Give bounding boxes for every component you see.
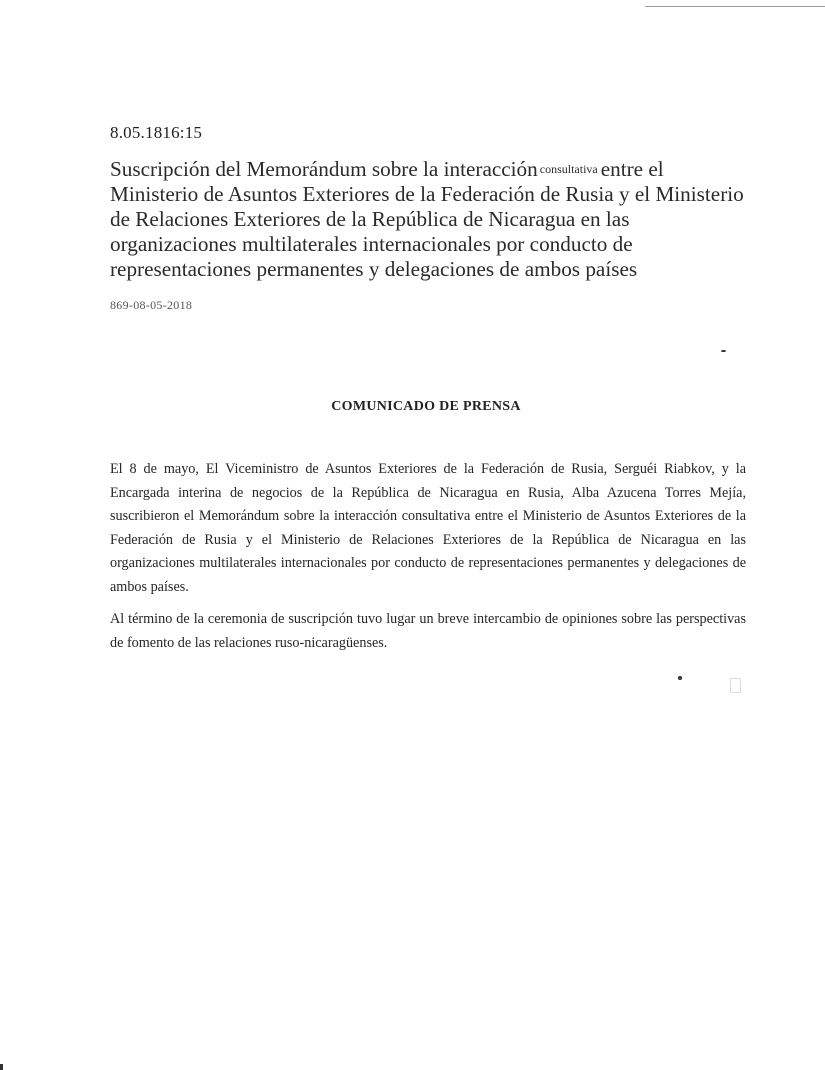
title-line-1 (110, 157, 760, 182)
body-paragraph-2: Al término de la ceremonia de suscripción tuvo lugar un breve intercambio de opiniones sobre las perspectivas de fomento de las relaciones ruso-nicaragüenses. (110, 611, 746, 651)
document-datetime: 8.05.1816:15 (110, 123, 203, 142)
title-line-1-text: Suscripción del Memorándum sobre la interacción (110, 157, 538, 181)
scan-corner-mark (0, 1064, 3, 1070)
title-line-4: organizaciones multilaterales internacionales por conducto de (110, 232, 633, 256)
press-release-heading: COMUNICADO DE PRENSA (331, 399, 521, 414)
scan-edge-line (645, 6, 825, 7)
scan-dot (678, 676, 682, 680)
document-reference-number: 869-08-05-2018 (110, 298, 193, 312)
scan-box-mark (730, 678, 741, 693)
body-paragraph-1: El 8 de mayo, El Viceministro de Asuntos Exteriores de la Federación de Rusia, Serguéi Riabkov, y la Encargada interina de negocios de la República de Nicaragua en Rusia, Alba Azucena Torres Mejía, suscribieron el Memorándum sobre la interacción consultativa entre el Ministerio de Asuntos Exteriores de la Federación de Rusia y el Ministerio de Relaciones Exteriores de la República de Nicaragua en las organizaciones multilaterales internacionales por conducto de representaciones permanentes y delegaciones de ambos países. (110, 461, 746, 595)
scan-speck (721, 350, 726, 352)
title-inserted-word: consultativa (539, 162, 598, 176)
title-line-3: de Relaciones Exteriores de la República de Nicaragua en las (110, 207, 630, 231)
title-line-1-end: entre el (600, 157, 664, 181)
document-title (110, 157, 760, 282)
title-line-5: representaciones permanentes y delegaciones de ambos países (110, 257, 638, 281)
title-line-2: Ministerio de Asuntos Exteriores de la Federación de Rusia y el Ministerio (110, 182, 744, 206)
